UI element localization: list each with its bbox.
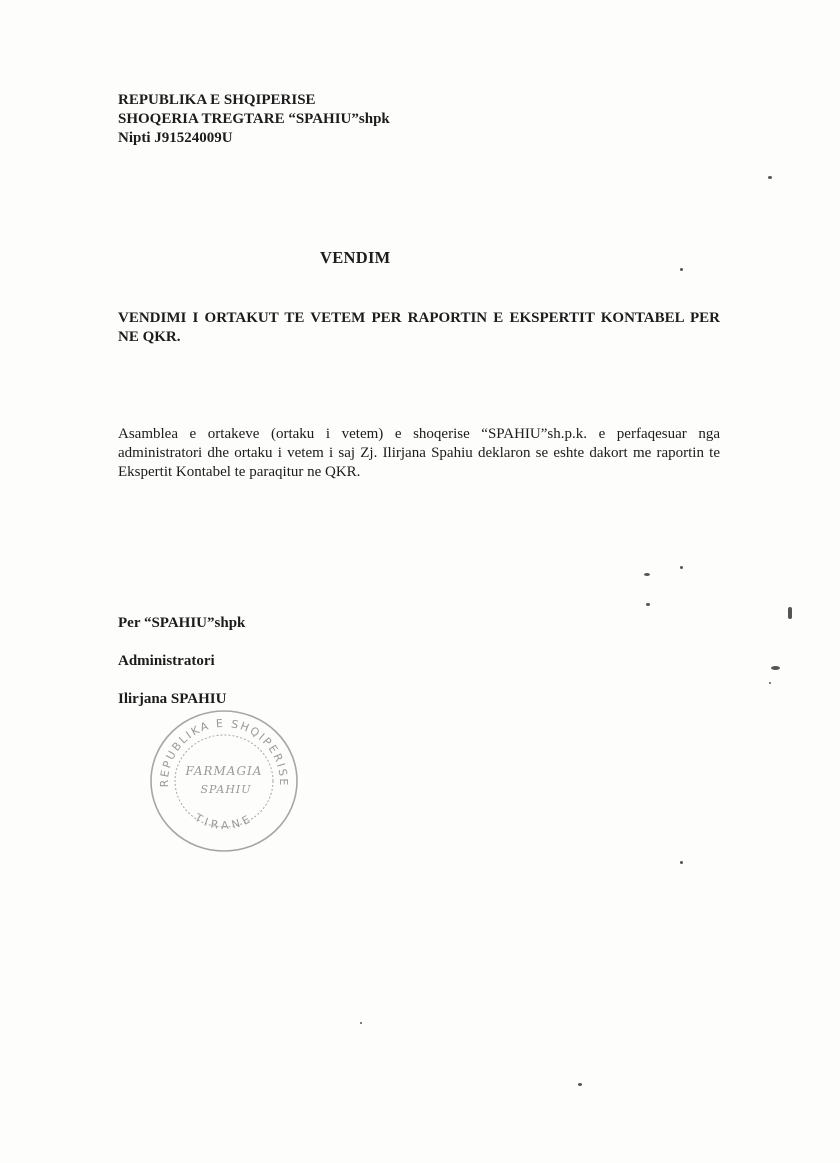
stamp-ring-top: REPUBLIKA E SHQIPERISE [157, 716, 291, 788]
scan-speck [769, 682, 771, 684]
document-title: VENDIM [320, 248, 391, 267]
scan-speck [644, 573, 650, 576]
scan-speck [771, 666, 780, 670]
signature-company: Per “SPAHIU”shpk [118, 615, 246, 631]
signature-role: Administratori [118, 653, 215, 669]
stamp-center-line1: FARMAGIA [185, 764, 263, 778]
scan-speck [680, 268, 683, 271]
stamp-center-line2: SPAHIU [200, 783, 252, 796]
header-republic: REPUBLIKA E SHQIPERISE [118, 92, 316, 108]
company-stamp [146, 705, 302, 853]
scan-speck [680, 861, 683, 864]
decision-body: Asamblea e ortakeve (ortaku i vetem) e shoqerise “SPAHIU”sh.p.k. e perfaqesuar nga administratori dhe ortaku i vetem i saj Zj. Ilirjana Spahiu deklaron se eshte dakort me raportin te Ekspertit Kontabel te paraqitur ne QKR. [118, 426, 720, 480]
header-company: SHOQERIA TREGTARE “SPAHIU”shpk [118, 111, 390, 127]
scan-speck [680, 566, 683, 569]
decision-subject: VENDIMI I ORTAKUT TE VETEM PER RAPORTIN E EKSPERTIT KONTABEL PER NE QKR. [118, 310, 720, 345]
stamp-ring-bottom: TIRANE [192, 810, 256, 833]
signature-name: Ilirjana SPAHIU [118, 691, 227, 707]
scan-speck [768, 176, 772, 179]
scan-speck [360, 1022, 362, 1024]
scan-speck [646, 603, 650, 606]
scan-speck [578, 1083, 582, 1086]
header-nipt: Nipti J91524009U [118, 130, 233, 146]
document-header [118, 91, 390, 148]
scan-speck [788, 607, 792, 619]
